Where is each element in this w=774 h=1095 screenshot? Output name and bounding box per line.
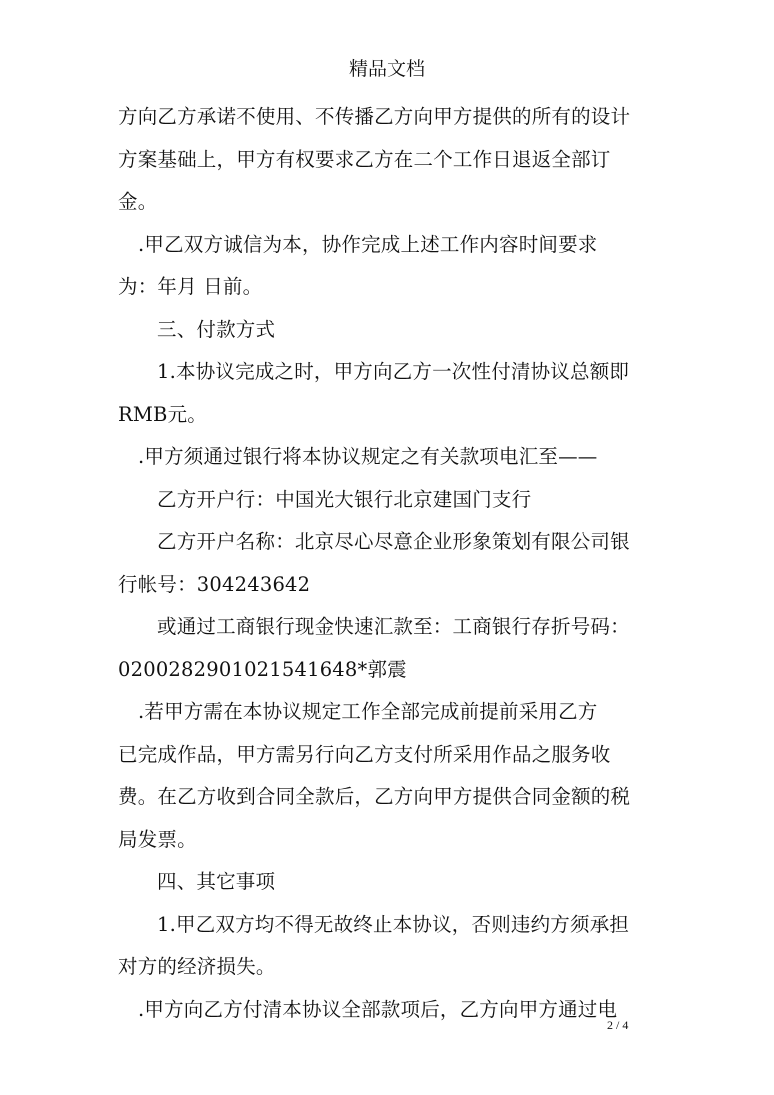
paragraph-line: 方案基础上，甲方有权要求乙方在二个工作日退返全部订 xyxy=(118,147,611,171)
paragraph-line: 或通过工商银行现金快速汇款至：工商银行存折号码： xyxy=(157,615,630,638)
paragraph-line: 对方的经济损失。 xyxy=(118,955,276,978)
page-header-title: 精品文档 xyxy=(348,58,425,80)
paragraph-line: .甲方向乙方付清本协议全部款项后，乙方向甲方通过电 xyxy=(138,997,618,1021)
paragraph-line: 已完成作品，甲方需另行向乙方支付所采用作品之服务收 xyxy=(118,742,611,766)
section-heading-payment: 三、付款方式 xyxy=(157,317,276,341)
paragraph-line: .甲乙双方诚信为本，协作完成上述工作内容时间要求 xyxy=(138,232,598,256)
section-heading-other-matters: 四、其它事项 xyxy=(157,870,276,893)
paragraph-line: 乙方开户行：中国光大银行北京建国门支行 xyxy=(157,487,532,511)
paragraph-line: 费。在乙方收到合同全款后，乙方向甲方提供合同金额的税 xyxy=(118,785,631,808)
paragraph-line: RMB元。 xyxy=(118,402,207,426)
paragraph-line: 金。 xyxy=(118,190,158,213)
paragraph-line: 行帐号：304243642 xyxy=(118,572,311,596)
paragraph-line: 方向乙方承诺不使用、不传播乙方向甲方提供的所有的设计 xyxy=(118,105,631,128)
paragraph-line: 1.本协议完成之时，甲方向乙方一次性付清协议总额即 xyxy=(157,360,630,383)
paragraph-line: 乙方开户名称：北京尽心尽意企业形象策划有限公司银 xyxy=(157,530,630,553)
paragraph-line: 1.甲乙双方均不得无故终止本协议，否则违约方须承担 xyxy=(157,912,630,936)
paragraph-line: 局发票。 xyxy=(118,827,197,851)
paragraph-line: .若甲方需在本协议规定工作全部完成前提前采用乙方 xyxy=(138,700,598,723)
page-number: 2 / 4 xyxy=(607,1018,629,1032)
paragraph-line: .甲方须通过银行将本协议规定之有关款项电汇至—— xyxy=(138,445,598,468)
document-body xyxy=(118,96,663,1031)
paragraph-line: 为：年月 日前。 xyxy=(118,275,263,298)
paragraph-line: 0200282901021541648*郭震 xyxy=(118,657,407,681)
